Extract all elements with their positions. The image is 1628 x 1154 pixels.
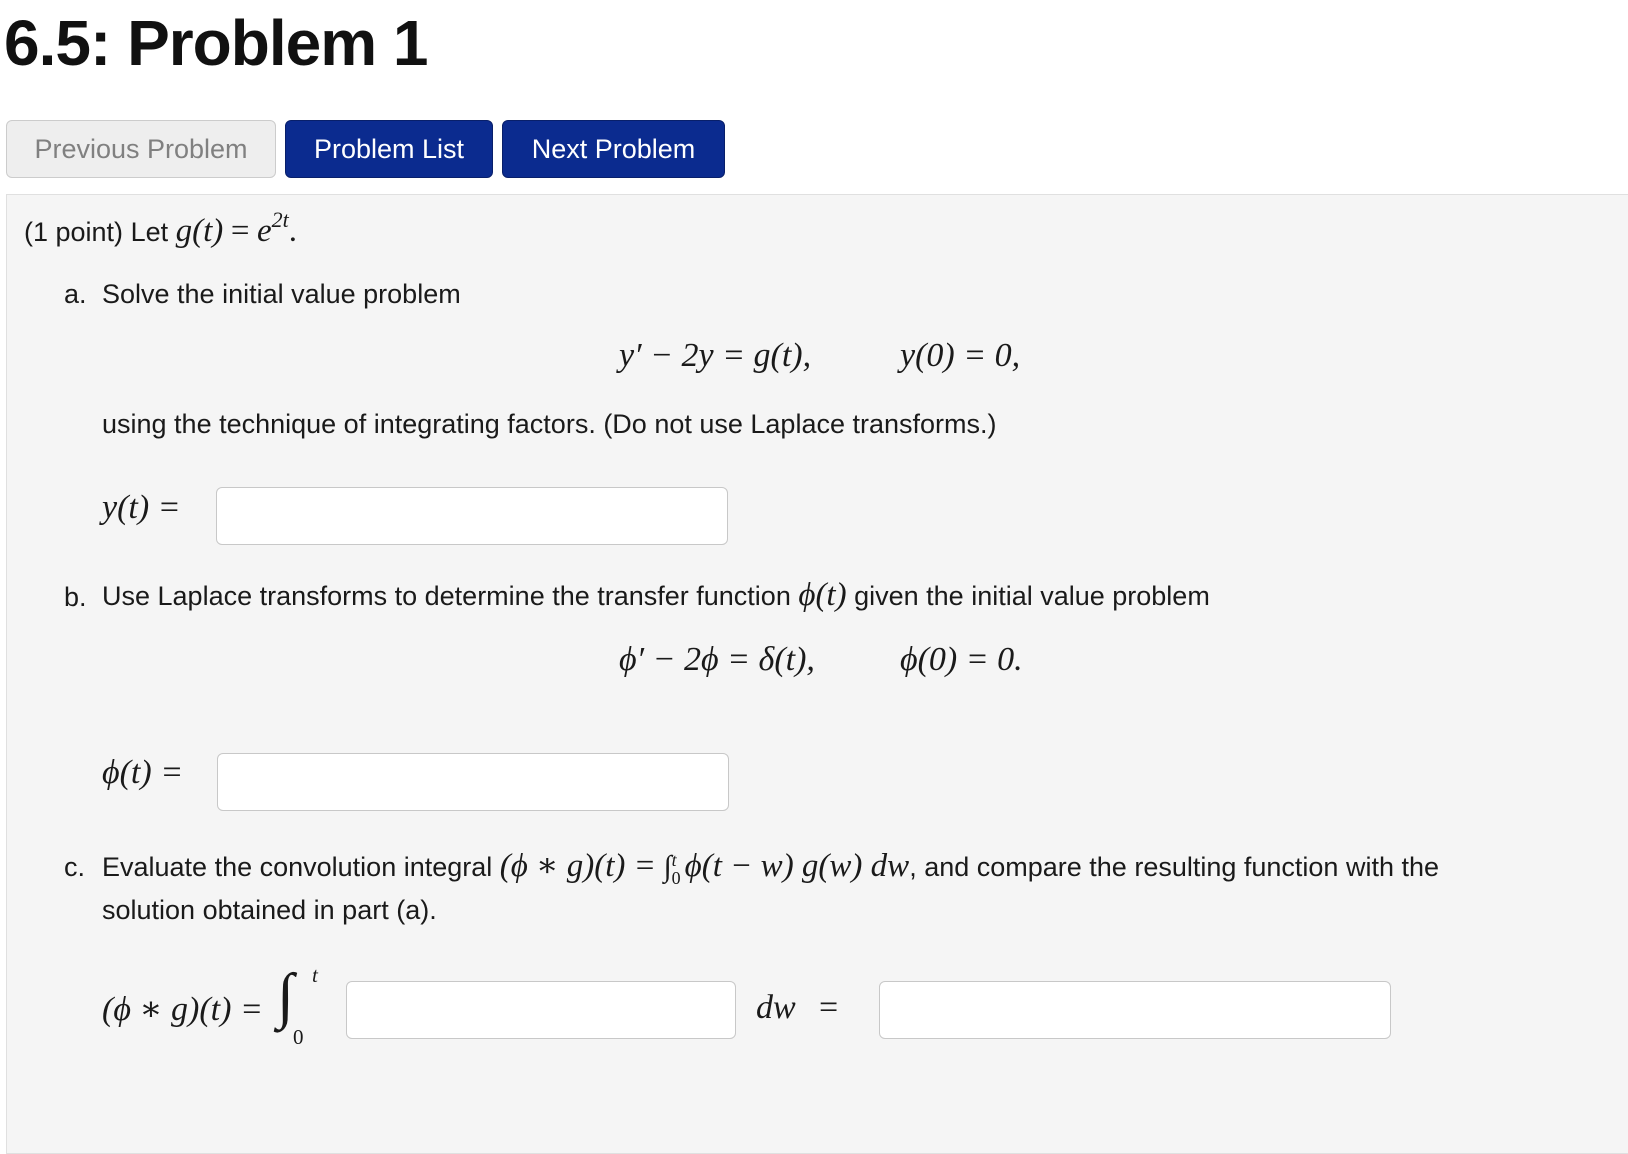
part-c-answer-label: (ϕ ∗ g)(t) = <box>102 991 263 1028</box>
part-a-ode: y′ − 2y = g(t), <box>619 337 812 374</box>
part-a-answer-label: y(t) = <box>102 489 181 526</box>
part-b-instruction-pre: Use Laplace transforms to determine the transfer function <box>102 581 791 611</box>
next-problem-button[interactable]: Next Problem <box>502 120 725 178</box>
part-b-ic: ϕ(0) = 0. <box>900 641 1023 678</box>
points-label: (1 point) <box>24 217 124 247</box>
g-def-base: e <box>256 213 272 249</box>
g-def-exp: 2t <box>271 207 289 232</box>
g-def-lhs: g(t) <box>175 213 224 249</box>
problem-list-button[interactable]: Problem List <box>285 120 493 178</box>
previous-problem-button[interactable]: Previous Problem <box>6 120 276 178</box>
part-c-int-sign: ∫ <box>663 850 672 883</box>
part-b-instruction <box>102 577 1210 614</box>
convolution-result-input[interactable] <box>879 981 1391 1039</box>
part-b-ode: ϕ′ − 2ϕ = δ(t), <box>619 641 815 678</box>
integral-upper-limit: t <box>312 963 318 987</box>
g-def-end: . <box>288 213 297 249</box>
phi-answer-input[interactable] <box>217 753 729 811</box>
part-c-conv: (ϕ ∗ g)(t) = <box>499 848 656 884</box>
integral-lower-limit: 0 <box>293 1025 304 1049</box>
part-c-instruction <box>102 845 1439 887</box>
part-c-marker: c. <box>64 852 86 882</box>
part-c-instruction-line2: solution obtained in part (a). <box>102 895 437 925</box>
part-a-ic: y(0) = 0, <box>900 337 1021 374</box>
equals-sign: = <box>819 989 839 1026</box>
integral-sign: ∫ <box>277 962 294 1030</box>
integrand-answer-input[interactable] <box>346 981 736 1039</box>
problem-panel <box>6 194 1628 1154</box>
part-a-technique: using the technique of integrating factors. (Do not use Laplace transforms.) <box>102 409 997 439</box>
part-c-int-lower: 0 <box>671 867 681 888</box>
part-b-instruction-post: given the initial value problem <box>854 581 1210 611</box>
page-title: 6.5: Problem 1 <box>4 7 428 79</box>
part-c-instruction-post: , and compare the resulting function with the <box>909 852 1439 882</box>
dw-label: dw <box>756 989 796 1026</box>
problem-intro <box>24 207 297 250</box>
part-c-instruction-pre: Evaluate the convolution integral <box>102 852 493 882</box>
part-b-func: ϕ(t) <box>798 577 847 613</box>
y-answer-input[interactable] <box>216 487 728 545</box>
part-b-answer-label: ϕ(t) = <box>102 754 184 791</box>
part-a-instruction: Solve the initial value problem <box>102 279 461 309</box>
part-c-int-upper: t <box>671 849 677 870</box>
let-word: Let <box>130 217 169 247</box>
part-c-integrand: ϕ(t − w) g(w) dw <box>684 848 910 884</box>
g-def-rel: = <box>230 213 250 249</box>
part-a-marker: a. <box>64 279 87 309</box>
part-b-marker: b. <box>64 582 87 612</box>
